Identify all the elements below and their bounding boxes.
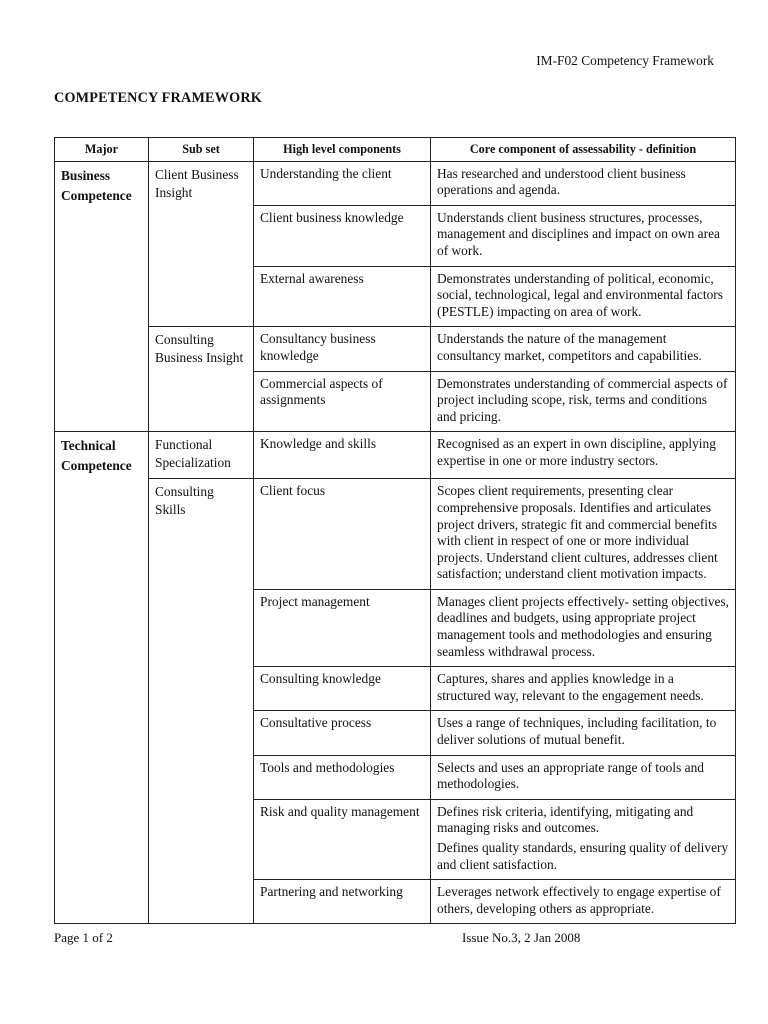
subset-cell: Consulting Business Insight bbox=[149, 327, 254, 432]
page-title: COMPETENCY FRAMEWORK bbox=[54, 90, 263, 106]
definition-cell bbox=[431, 711, 736, 755]
component-cell: Consulting knowledge bbox=[254, 667, 431, 711]
issue-info: Issue No.3, 2 Jan 2008 bbox=[462, 930, 581, 945]
column-header-major: Major bbox=[55, 138, 149, 162]
component-cell: Knowledge and skills bbox=[254, 432, 431, 479]
subset-cell: Client Business Insight bbox=[149, 161, 254, 327]
definition-text: Scopes client requirements, presenting clear comprehensive proposals. Identifies and articulates project drivers, strategic fit and commercial benefits with client in respect of one or more individual projects. Understand client cultures, addresses client satisfaction; understand client motivation impacts. bbox=[437, 483, 718, 582]
major-cell: Business Competence bbox=[55, 161, 149, 432]
definition-text: Selects and uses an appropriate range of tools and methodologies. bbox=[437, 759, 704, 792]
definition-cell bbox=[431, 266, 736, 327]
definition-cell bbox=[431, 161, 736, 205]
table-row bbox=[55, 432, 736, 479]
component-cell: Commercial aspects of assignments bbox=[254, 371, 431, 432]
subset-cell: Consulting Skills bbox=[149, 479, 254, 924]
definition-text: Uses a range of techniques, including facilitation, to deliver solutions of mutual benefit. bbox=[437, 715, 717, 748]
document-reference: IM-F02 Competency Framework bbox=[536, 53, 714, 68]
subset-cell: Functional Specialization bbox=[149, 432, 254, 479]
definition-cell bbox=[431, 371, 736, 432]
component-cell: Consultative process bbox=[254, 711, 431, 755]
major-cell: Technical Competence bbox=[55, 432, 149, 924]
column-header-subset: Sub set bbox=[149, 138, 254, 162]
definition-cell bbox=[431, 799, 736, 879]
competency-table bbox=[54, 137, 736, 924]
definition-text: Has researched and understood client business operations and agenda. bbox=[437, 165, 686, 198]
definition-text: Recognised as an expert in own discipline, applying expertise in one or more industry sectors. bbox=[437, 436, 716, 468]
component-cell: Consultancy business knowledge bbox=[254, 327, 431, 371]
definition-text: Manages client projects effectively- setting objectives, deadlines and budgets, using appropriate project management tools and methodologies and ensuring seamless withdrawal process. bbox=[437, 593, 730, 659]
column-header-definition: Core component of assessability - definition bbox=[431, 138, 736, 162]
definition-cell bbox=[431, 479, 736, 590]
column-header-components: High level components bbox=[254, 138, 431, 162]
table-body bbox=[55, 161, 736, 924]
component-cell: Client business knowledge bbox=[254, 205, 431, 266]
component-cell: Tools and methodologies bbox=[254, 755, 431, 799]
definition-cell bbox=[431, 755, 736, 799]
definition-text: Defines quality standards, ensuring quality of delivery and client satisfaction. bbox=[437, 840, 729, 872]
table-row bbox=[55, 479, 736, 590]
table-header-row bbox=[55, 138, 736, 162]
definition-cell bbox=[431, 880, 736, 924]
definition-cell bbox=[431, 432, 736, 479]
definition-text: Defines risk criteria, identifying, mitigating and managing risks and outcomes. bbox=[437, 803, 694, 836]
table-row bbox=[55, 161, 736, 205]
definition-text: Understands the nature of the management consultancy market, competitors and capabilities. bbox=[437, 331, 702, 363]
definition-text: Captures, shares and applies knowledge in a structured way, relevant to the engagement needs. bbox=[437, 671, 704, 703]
table-row bbox=[55, 327, 736, 371]
definition-text: Understands client business structures, processes, management and disciplines and impact on own area of work. bbox=[437, 209, 720, 258]
component-cell: External awareness bbox=[254, 266, 431, 327]
definition-text: Demonstrates understanding of political, economic, social, technological, legal and environmental factors (PESTLE) impacting on area of work. bbox=[437, 270, 723, 319]
component-cell: Partnering and networking bbox=[254, 880, 431, 924]
page-number: Page 1 of 2 bbox=[54, 930, 113, 945]
component-cell: Project management bbox=[254, 589, 431, 666]
definition-text: Leverages network effectively to engage expertise of others, developing others as appropriate. bbox=[437, 884, 721, 916]
definition-cell bbox=[431, 205, 736, 266]
definition-cell bbox=[431, 667, 736, 711]
component-cell: Understanding the client bbox=[254, 161, 431, 205]
definition-text: Demonstrates understanding of commercial aspects of project including scope, risk, terms and conditions and pricing. bbox=[437, 375, 728, 424]
definition-cell bbox=[431, 327, 736, 371]
definition-cell bbox=[431, 589, 736, 666]
component-cell: Risk and quality management bbox=[254, 799, 431, 879]
component-cell: Client focus bbox=[254, 479, 431, 590]
